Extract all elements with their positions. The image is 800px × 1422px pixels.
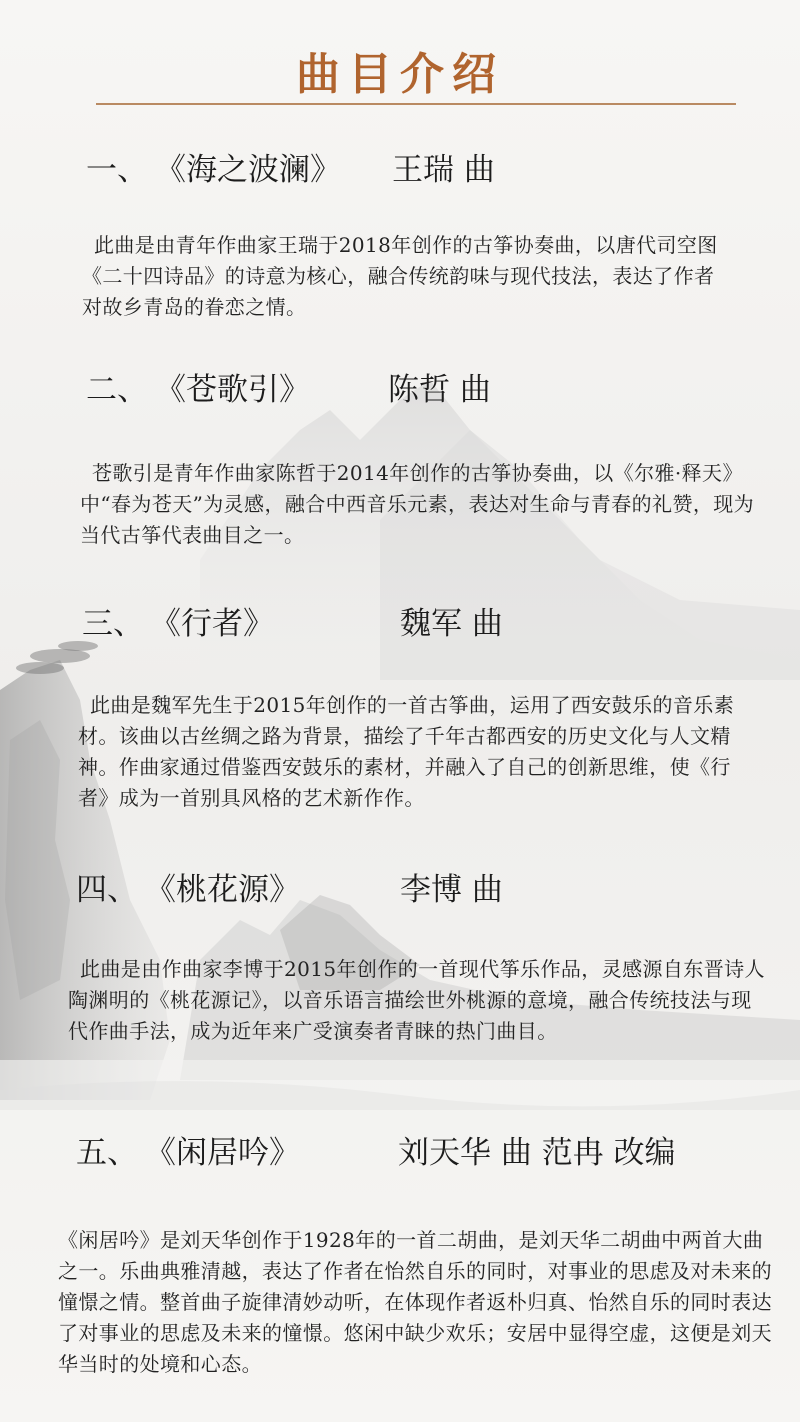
title-divider bbox=[96, 103, 736, 105]
piece-number: 一、 bbox=[86, 152, 148, 188]
piece-composer: 陈哲 曲 bbox=[388, 372, 491, 408]
piece-description: 此曲是由青年作曲家王瑞于2018年创作的古筝协奏曲，以唐代司空图《二十四诗品》的诗意为核心，融合传统韵味与现代技法，表达了作者对故乡青岛的眷恋之情。 bbox=[82, 233, 718, 319]
piece-composer: 刘天华 曲 范冉 改编 bbox=[398, 1135, 676, 1171]
piece-heading bbox=[0, 370, 800, 410]
piece-description: 此曲是由作曲家李博于2015年创作的一首现代筝乐作品，灵感源自东晋诗人陶渊明的《桃花源记》，以音乐语言描绘世外桃源的意境，融合传统技法与现代作曲手法，成为近年来广受演奏者青睐的热门曲目。 bbox=[68, 957, 765, 1043]
piece-heading bbox=[0, 1133, 800, 1173]
piece-composer: 魏军 曲 bbox=[400, 606, 503, 642]
piece-title: 《闲居吟》 bbox=[145, 1135, 300, 1171]
piece-description: 此曲是魏军先生于2015年创作的一首古筝曲，运用了西安鼓乐的音乐素材。该曲以古丝绸之路为背景，描绘了千年古都西安的历史文化与人文精神。作曲家通过借鉴西安鼓乐的素材，并融入了自己的创新思维，使《行者》成为一首别具风格的艺术新作作。 bbox=[78, 693, 735, 810]
piece-composer: 李博 曲 bbox=[400, 872, 503, 908]
piece-description: 《闲居吟》是刘天华创作于1928年的一首二胡曲，是刘天华二胡曲中两首大曲之一。乐曲典雅清越，表达了作者在怡然自乐的同时，对事业的思虑及对未来的憧憬之情。整首曲子旋律清妙动听，在体现作者返朴归真、怡然自乐的同时表达了对事业的思虑及未来的憧憬。悠闲中缺少欢乐；安居中显得空虚，这便是刘天华当时的处境和心态。 bbox=[58, 1228, 772, 1376]
piece-title: 《行者》 bbox=[150, 606, 274, 642]
piece-composer: 王瑞 曲 bbox=[392, 152, 495, 188]
page-title: 曲目介绍 bbox=[296, 49, 504, 100]
piece-heading bbox=[0, 870, 800, 910]
piece-number: 五、 bbox=[76, 1135, 138, 1171]
piece-title: 《海之波澜》 bbox=[155, 152, 341, 188]
piece-number: 二、 bbox=[86, 372, 148, 408]
piece-title: 《苍歌引》 bbox=[155, 372, 310, 408]
piece-number: 三、 bbox=[82, 606, 144, 642]
piece-heading bbox=[0, 604, 800, 644]
piece-number: 四、 bbox=[76, 872, 138, 908]
piece-description: 苍歌引是青年作曲家陈哲于2014年创作的古筝协奏曲，以《尔雅·释天》中“春为苍天”为灵感，融合中西音乐元素，表达对生命与青春的礼赞，现为当代古筝代表曲目之一。 bbox=[80, 461, 755, 547]
piece-heading bbox=[0, 150, 800, 190]
piece-title: 《桃花源》 bbox=[145, 872, 300, 908]
